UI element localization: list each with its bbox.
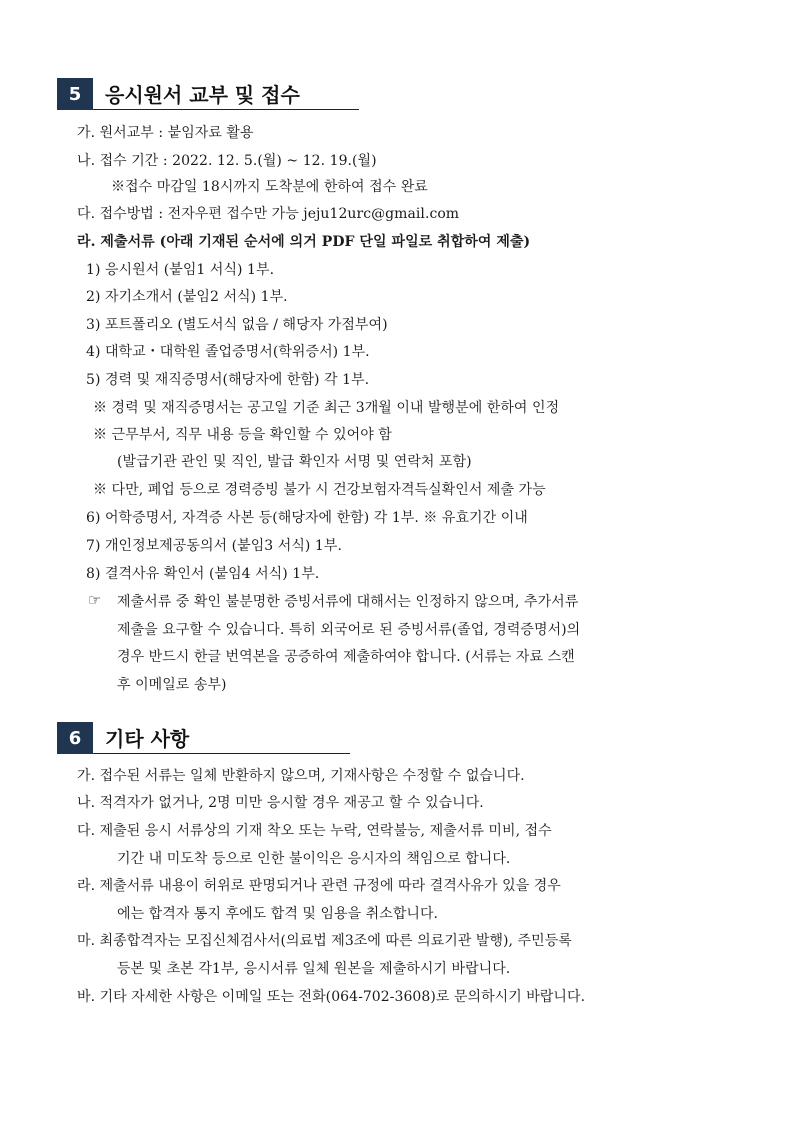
- section-6-header: [57, 722, 350, 754]
- submission-method: 다. 접수방법 : 전자우편 접수만 가능 jeju12urc@gmail.com: [77, 206, 460, 222]
- deadline-note: ※접수 마감일 18시까지 도착분에 한하여 접수 완료: [111, 179, 428, 195]
- document-item: 5) 경력 및 재직증명서(해당자에 한함) 각 1부.: [86, 372, 370, 388]
- misc-item: 다. 제출된 응시 서류상의 기재 착오 또는 누락, 연락불능, 제출서류 미비, 접수: [77, 823, 552, 839]
- misc-item: 가. 접수된 서류는 일체 반환하지 않으며, 기재사항은 수정할 수 없습니다.: [77, 768, 525, 784]
- document-item: 1) 응시원서 (붙임1 서식) 1부.: [86, 262, 275, 278]
- contact-info: 바. 기타 자세한 사항은 이메일 또는 전화(064-702-3608)로 문의하시기 바랍니다.: [77, 989, 586, 1005]
- application-period: 나. 접수 기간 : 2022. 12. 5.(월) ~ 12. 19.(월): [77, 153, 377, 169]
- pointing-hand-icon: ☞: [88, 591, 102, 609]
- document-item: 2) 자기소개서 (붙임2 서식) 1부.: [86, 289, 288, 305]
- career-note: ※ 다만, 폐업 등으로 경력증빙 불가 시 건강보험자격득실확인서 제출 가능: [93, 482, 546, 498]
- document-item: 3) 포트폴리오 (별도서식 없음 / 해당자 가점부여): [86, 317, 388, 333]
- career-note-detail: (발급기관 관인 및 직인, 발급 확인자 서명 및 연락처 포함): [117, 454, 472, 470]
- career-note: ※ 경력 및 재직증명서는 공고일 기준 최근 3개월 이내 발행분에 한하여 인정: [93, 400, 560, 416]
- career-note: ※ 근무부서, 직무 내용 등을 확인할 수 있어야 함: [93, 427, 392, 443]
- section-5-number: 5: [57, 78, 93, 110]
- document-item: 6) 어학증명서, 자격증 사본 등(해당자에 한함) 각 1부. ※ 유효기간 이내: [86, 510, 528, 526]
- misc-item-continued: 에는 합격자 통지 후에도 합격 및 임용을 취소합니다.: [117, 906, 439, 922]
- misc-item-continued: 기간 내 미도착 등으로 인한 불이익은 응시자의 책임으로 합니다.: [117, 851, 511, 867]
- pointer-note-line: 제출을 요구할 수 있습니다. 특히 외국어로 된 증빙서류(졸업, 경력증명서)의: [117, 622, 581, 638]
- misc-item-continued: 등본 및 초본 각1부, 응시서류 일체 원본을 제출하시기 바랍니다.: [117, 961, 511, 977]
- document-item: 4) 대학교・대학원 졸업증명서(학위증서) 1부.: [86, 344, 370, 360]
- section-6-title: 기타 사항: [93, 722, 350, 754]
- misc-item: 마. 최종합격자는 모집신체검사서(의료법 제3조에 따른 의료기관 발행), 주민등록: [77, 933, 572, 949]
- required-documents-heading: 라. 제출서류 (아래 기재된 순서에 의거 PDF 단일 파일로 취합하여 제출): [77, 234, 531, 250]
- section-5-header: [57, 78, 359, 110]
- misc-item: 라. 제출서류 내용이 허위로 판명되거나 관련 규정에 따라 결격사유가 있을 경우: [77, 878, 561, 894]
- pointer-note-line: 제출서류 중 확인 불분명한 증빙서류에 대해서는 인정하지 않으며, 추가서류: [117, 594, 579, 610]
- pointer-note-line: 경우 반드시 한글 번역본을 공증하여 제출하여야 합니다. (서류는 자료 스캔: [117, 649, 575, 665]
- application-distribution: 가. 원서교부 : 붙임자료 활용: [77, 125, 254, 141]
- pointer-note-line: 후 이메일로 송부): [117, 677, 227, 693]
- document-item: 8) 결격사유 확인서 (붙임4 서식) 1부.: [86, 566, 320, 582]
- misc-item: 나. 적격자가 없거나, 2명 미만 응시할 경우 재공고 할 수 있습니다.: [77, 795, 484, 811]
- section-5-title: 응시원서 교부 및 접수: [93, 78, 359, 110]
- document-item: 7) 개인정보제공동의서 (붙임3 서식) 1부.: [86, 538, 342, 554]
- section-6-number: 6: [57, 722, 93, 754]
